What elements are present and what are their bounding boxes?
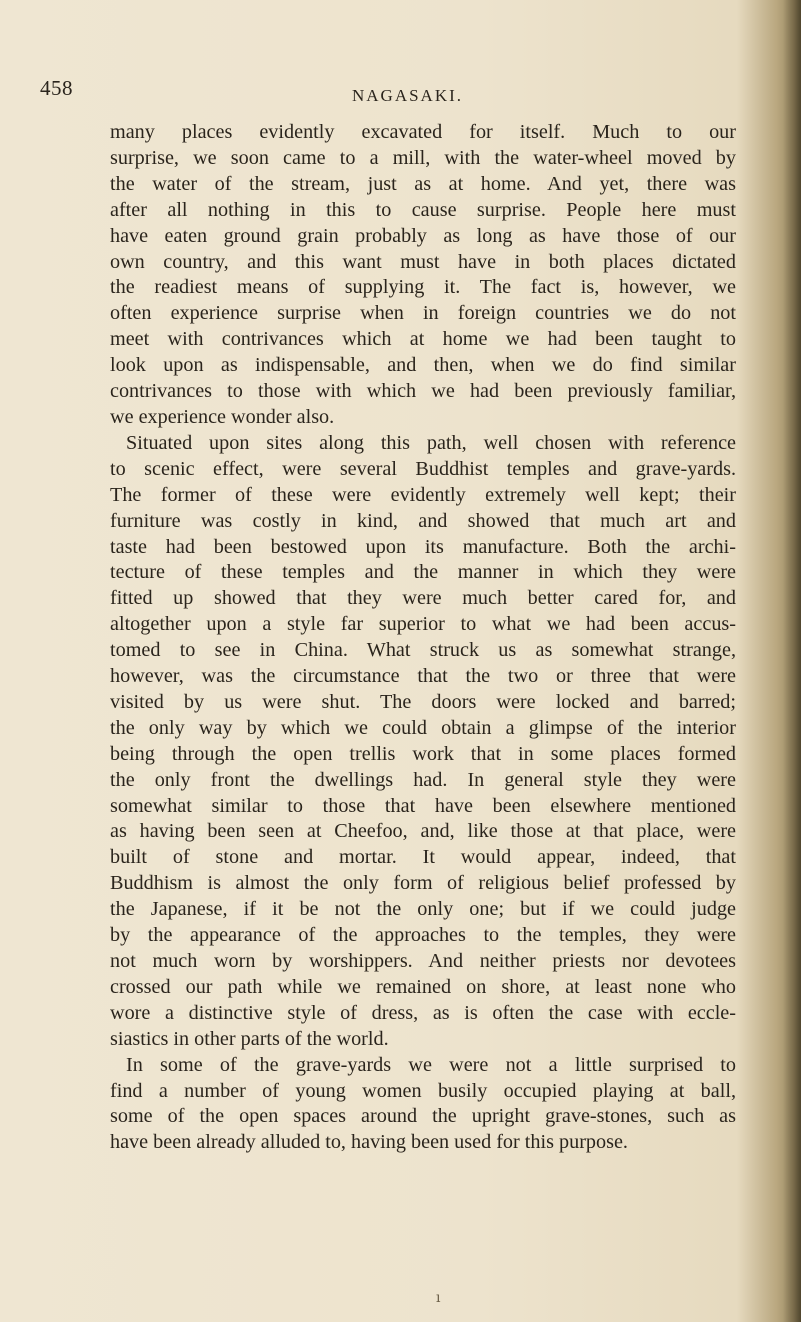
text-line: have been already alluded to, having been used for this purpose.: [110, 1131, 628, 1154]
bottom-mark: ı: [436, 1290, 441, 1306]
text-line: own country, and this want must have in both places dictated: [110, 250, 736, 273]
text-line: not much worn by worshippers. And neither priests nor devotees: [110, 950, 736, 972]
text-line: surprise, we soon came to a mill, with the water-wheel moved by: [110, 146, 736, 169]
paragraph-first-line: In some of the grave-yards we were not a little surprised to: [126, 1053, 736, 1076]
text-line: many places evidently excavated for itself. Much to our: [110, 121, 736, 143]
text-line: contrivances to those with which we had been previously familiar,: [110, 380, 736, 403]
text-line: by the appearance of the approaches to the temples, they were: [110, 924, 736, 947]
text-line: fitted up showed that they were much better cared for, and: [110, 587, 736, 610]
text-line: Buddhism is almost the only form of religious belief professed by: [110, 872, 736, 895]
page-number: 458: [40, 76, 73, 100]
text-line: taste had been bestowed upon its manufacture. Both the archi-: [110, 535, 736, 558]
text-line: The former of these were evidently extremely well kept; their: [110, 483, 736, 506]
text-line: we experience wonder also.: [110, 405, 335, 428]
text-line: altogether upon a style far superior to what we had been accus-: [110, 613, 736, 636]
text-line: tecture of these temples and the manner in which they were: [110, 561, 736, 584]
text-line: find a number of young women busily occupied playing at ball,: [110, 1079, 736, 1102]
page-edge-shadow: [783, 0, 801, 1322]
paragraph-first-line: Situated upon sites along this path, well chosen with reference: [126, 431, 736, 454]
running-title: NAGASAKI.: [352, 86, 464, 105]
text-line: somewhat similar to those that have been elsewhere mentioned: [110, 794, 736, 817]
text-line: crossed our path while we remained on shore, at least none who: [110, 975, 736, 998]
text-line: the Japanese, if it be not the only one; but if we could judge: [110, 898, 736, 921]
text-line: the only front the dwellings had. In general style they were: [110, 768, 736, 791]
body-text: [110, 120, 736, 1156]
text-line: the only way by which we could obtain a glimpse of the interior: [110, 716, 736, 739]
text-line: however, was the circumstance that the two or three that were: [110, 665, 736, 688]
text-line: meet with contrivances which at home we had been taught to: [110, 328, 736, 351]
text-line: tomed to see in China. What struck us as somewhat strange,: [110, 639, 736, 662]
text-line: the water of the stream, just as at home. And yet, there was: [110, 172, 736, 195]
text-line: siastics in other parts of the world.: [110, 1027, 389, 1050]
text-line: to scenic effect, were several Buddhist temples and grave-yards.: [110, 457, 736, 480]
text-line: the readiest means of supplying it. The fact is, however, we: [110, 276, 736, 299]
text-line: as having been seen at Cheefoo, and, like those at that place, were: [110, 820, 736, 843]
text-line: built of stone and mortar. It would appear, indeed, that: [110, 846, 736, 869]
text-line: visited by us were shut. The doors were locked and barred;: [110, 690, 736, 713]
text-line: wore a distinctive style of dress, as is often the case with eccle-: [110, 1001, 736, 1024]
text-line: often experience surprise when in foreign countries we do not: [110, 302, 736, 325]
text-line: being through the open trellis work that in some places formed: [110, 742, 736, 765]
text-line: after all nothing in this to cause surprise. People here must: [110, 198, 736, 221]
text-line: have eaten ground grain probably as long as have those of our: [110, 224, 736, 247]
text-line: look upon as indispensable, and then, when we do find similar: [110, 354, 736, 377]
text-line: furniture was costly in kind, and showed that much art and: [110, 509, 736, 532]
text-line: some of the open spaces around the upright grave-stones, such as: [110, 1105, 736, 1128]
